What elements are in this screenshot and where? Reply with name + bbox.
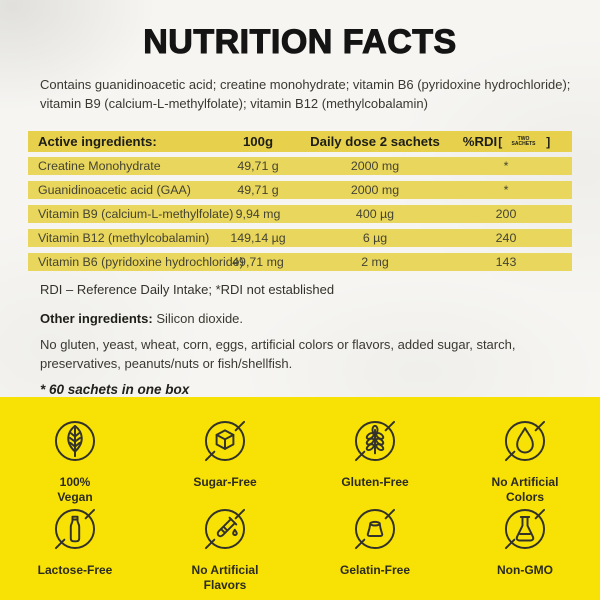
wheat-icon — [347, 413, 403, 469]
ingredient-daily-dose: 2000 mg — [350, 183, 400, 197]
table-row — [28, 205, 572, 223]
test-tube-icon — [197, 501, 253, 557]
page-title: NUTRITION FACTS — [143, 23, 457, 61]
ingredient-name: Vitamin B6 (pyridoxine hydrochloride) — [38, 255, 244, 269]
other-ingredients — [40, 311, 560, 326]
badge-label-non-gmo: Non-GMO — [497, 563, 553, 577]
table-row — [28, 181, 572, 199]
ingredient-name: Guanidinoacetic acid (GAA) — [38, 183, 191, 197]
ingredient-name: Creatine Monohydrate — [38, 159, 161, 173]
badge-label-gelatin-free: Gelatin-Free — [339, 563, 411, 577]
gelatin-mold-icon — [347, 501, 403, 557]
badge-label-gluten-free: Gluten-Free — [341, 475, 409, 489]
badge-gelatin-free — [340, 501, 410, 589]
rdi-two-sachets-note: TWO SACHETS — [511, 135, 536, 147]
ingredient-rdi: * — [503, 183, 509, 197]
other-ingredients-label: Other ingredients: — [40, 311, 153, 326]
bracket-close: ] — [546, 134, 550, 149]
milk-bottle-icon — [47, 501, 103, 557]
header-daily-dose: Daily dose 2 sachets — [310, 134, 440, 149]
active-ingredients-table — [28, 131, 572, 271]
badge-non-gmo — [497, 501, 553, 589]
ingredient-per-100g: 49,71 g — [237, 159, 279, 173]
bracket-open: [ — [498, 134, 502, 149]
ingredient-per-100g: 49,71 mg — [232, 255, 284, 269]
badge-label-no-artificial-flavors: No Artificial Flavors — [191, 563, 259, 592]
badge-label-sugar-free: Sugar-Free — [193, 475, 257, 489]
ingredient-per-100g: 149,14 µg — [230, 231, 286, 245]
header-per-100g: 100g — [242, 134, 274, 149]
ingredient-per-100g: 49,71 g — [237, 183, 279, 197]
other-ingredients-value: Silicon dioxide. — [156, 311, 244, 326]
badge-no-artificial-colors — [483, 413, 567, 504]
badge-label-no-artificial-colors: No Artificial Colors — [491, 475, 559, 504]
rdi-footnote: RDI – Reference Daily Intake; *RDI not established — [40, 282, 335, 297]
table-header-row — [28, 131, 572, 152]
ingredient-daily-dose: 2000 mg — [350, 159, 400, 173]
ingredient-rdi: 240 — [495, 231, 517, 245]
ingredient-rdi: 200 — [495, 207, 517, 221]
table-row — [28, 253, 572, 271]
sachets-footnote: * 60 sachets in one box — [40, 382, 190, 397]
ingredient-per-100g: 9,94 mg — [235, 207, 281, 221]
badge-label-lactose-free: Lactose-Free — [37, 563, 113, 577]
badge-vegan — [47, 413, 103, 504]
table-row — [28, 157, 572, 175]
feature-badges-section — [0, 397, 600, 600]
badge-label-vegan: 100% Vegan — [57, 475, 93, 504]
ingredients-description: Contains guanidinoacetic acid; creatine monohydrate; vitamin B6 (pyridoxine hydrochloride); vitamin B9 (calcium-L-methylfolate); vitamin B12 (methylcobalamin) — [40, 77, 571, 111]
rdi-label: %RDI — [462, 134, 498, 149]
header-active-ingredients: Active ingredients: — [38, 134, 157, 149]
ingredient-daily-dose: 2 mg — [361, 255, 389, 269]
allergen-statement: No gluten, yeast, wheat, corn, eggs, artificial colors or flavors, added sugar, starch, preservatives, peanuts/nuts or fish/shellfish. — [40, 337, 516, 371]
ingredient-rdi: 143 — [495, 255, 517, 269]
badge-no-artificial-flavors — [183, 501, 267, 592]
badge-gluten-free — [341, 413, 408, 501]
badge-sugar-free — [193, 413, 256, 501]
flask-icon — [497, 501, 553, 557]
ingredient-daily-dose: 400 µg — [355, 207, 395, 221]
sugar-cube-icon — [197, 413, 253, 469]
ingredient-name: Vitamin B9 (calcium-L-methylfolate) — [38, 207, 234, 221]
leaf-icon — [47, 413, 103, 469]
table-row — [28, 229, 572, 247]
header-rdi — [450, 132, 562, 151]
ingredient-name: Vitamin B12 (methylcobalamin) — [38, 231, 210, 245]
ingredient-daily-dose: 6 µg — [362, 231, 388, 245]
badge-lactose-free — [38, 501, 113, 589]
table-body — [28, 157, 572, 271]
ingredient-rdi: * — [503, 159, 509, 173]
droplet-icon — [497, 413, 553, 469]
